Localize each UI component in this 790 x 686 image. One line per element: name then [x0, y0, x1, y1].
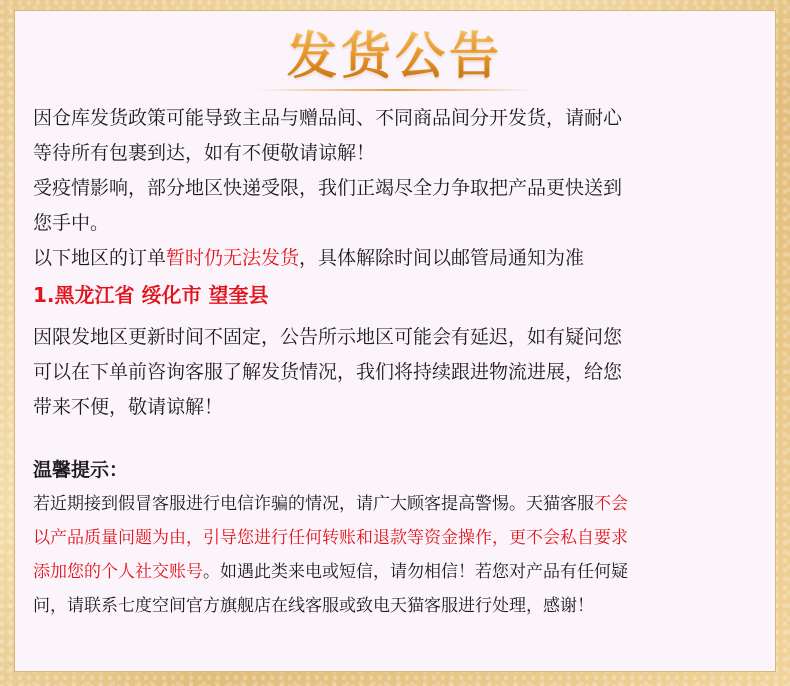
tips-line-3-highlight: 添加您的个人社交账号 [33, 562, 203, 582]
policy-line-5 [33, 241, 757, 276]
policy-line-2: 等待所有包裹到达，如有不便敬请谅解！ [33, 142, 376, 164]
restricted-region: 1.黑龙江省 绥化市 望奎县 [33, 283, 269, 307]
notice-panel [14, 10, 776, 672]
policy-line-5-highlight: 暂时仍无法发货 [166, 247, 300, 269]
update-notice-paragraph [33, 320, 757, 425]
policy-line-1: 因仓库发货政策可能导致主品与赠品间、不同商品间分开发货，请耐心 [33, 107, 623, 129]
update-line-2: 可以在下单前咨询客服了解发货情况，我们将持续跟进物流进展，给您 [33, 361, 623, 383]
tips-paragraph [33, 487, 757, 623]
notice-title: 发货公告 [287, 27, 503, 85]
title-area [33, 25, 757, 101]
policy-line-4: 您手中。 [33, 212, 110, 234]
tips-title: 温馨提示： [33, 459, 129, 481]
tips-line-2: 以产品质量问题为由，引导您进行任何转账和退款等资金操作，更不会私自要求 [33, 528, 628, 548]
tips-line-1-highlight: 不会 [594, 494, 628, 514]
update-line-3: 带来不便，敬请谅解！ [33, 396, 224, 418]
update-line-1: 因限发地区更新时间不固定，公告所示地区可能会有延迟，如有疑问您 [33, 326, 623, 348]
tips-line-4: 问，请联系七度空间官方旗舰店在线客服或致电天猫客服进行处理，感谢！ [33, 596, 594, 616]
tips-line-1 [33, 487, 757, 521]
tips-line-1-pre: 若近期接到假冒客服进行电信诈骗的情况，请广大顾客提高警惕。天猫客服 [33, 494, 594, 514]
title-underline [255, 89, 535, 91]
shipping-policy-paragraph [33, 101, 757, 276]
policy-line-5-pre: 以下地区的订单 [33, 247, 167, 269]
tips-line-3 [33, 555, 757, 589]
policy-line-5-post: ，具体解除时间以邮管局通知为准 [299, 247, 585, 269]
policy-line-3: 受疫情影响，部分地区快递受限，我们正竭尽全力争取把产品更快送到 [33, 177, 623, 199]
tips-line-3-post: 。如遇此类来电或短信，请勿相信！若您对产品有任何疑 [203, 562, 628, 582]
